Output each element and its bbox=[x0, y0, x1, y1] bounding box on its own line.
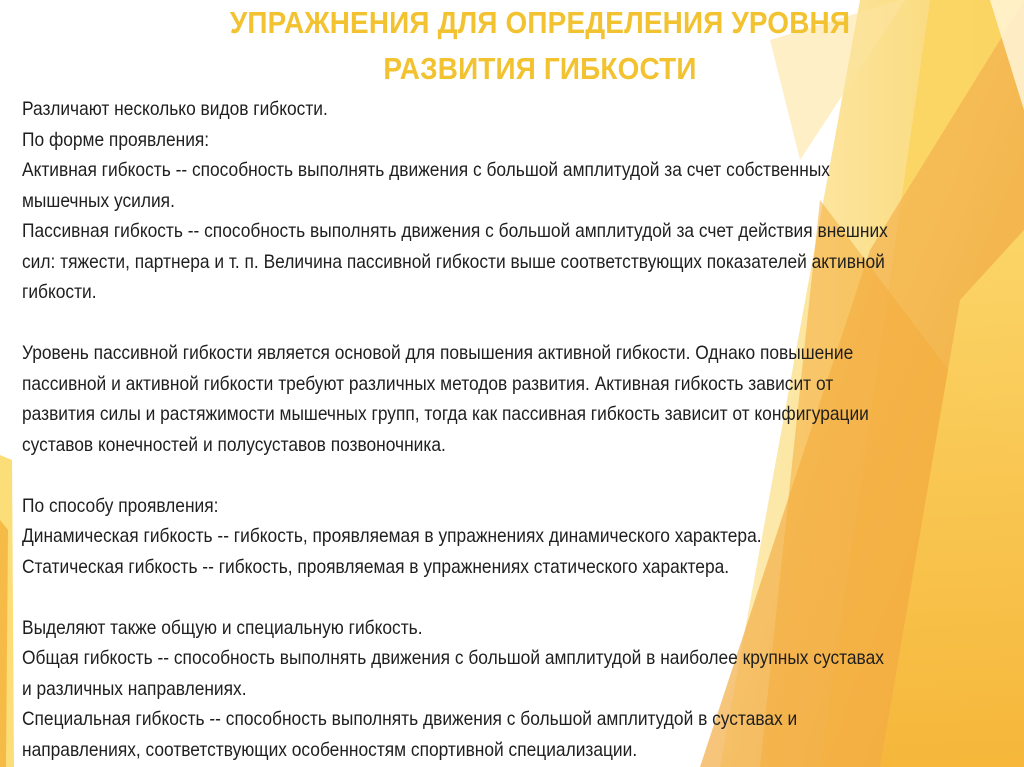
body-line: и различных направлениях. bbox=[22, 677, 247, 700]
paragraph-gap bbox=[22, 308, 965, 339]
paragraph-gap bbox=[22, 460, 965, 491]
body-line: суставов конечностей и полусуставов позвоночника. bbox=[22, 433, 446, 456]
body-line: развития силы и растяжимости мышечных групп, тогда как пассивная гибкость зависит от конфигурации bbox=[22, 403, 869, 425]
paragraph-gap bbox=[22, 582, 965, 613]
body-line: пассивной и активной гибкости требуют различных методов развития. Активная гибкость зависит от bbox=[22, 372, 834, 395]
body-line: мышечных усилия. bbox=[22, 189, 175, 212]
slide-body-text bbox=[22, 94, 965, 765]
body-line: Уровень пассивной гибкости является основой для повышения активной гибкости. Однако повышение bbox=[22, 342, 854, 364]
slide-title-line: УПРАЖНЕНИЯ ДЛЯ ОПРЕДЕЛЕНИЯ УРОВНЯ bbox=[229, 5, 851, 40]
slide-title-line: РАЗВИТИЯ ГИБКОСТИ bbox=[383, 51, 697, 86]
slide-title bbox=[162, 0, 918, 92]
body-line: Статическая гибкость -- гибкость, проявляемая в упражнениях статического характера. bbox=[22, 555, 730, 578]
body-line: сил: тяжести, партнера и т. п. Величина пассивной гибкости выше соответствующих показателей активной bbox=[22, 250, 885, 273]
body-line: направлениях, соответствующих особенностям спортивной специализации. bbox=[22, 738, 638, 761]
body-line: По форме проявления: bbox=[22, 128, 210, 151]
body-line: Различают несколько видов гибкости. bbox=[22, 98, 328, 120]
body-line: Активная гибкость -- способность выполнять движения с большой амплитудой за счет собственных bbox=[22, 159, 830, 181]
body-line: Пассивная гибкость -- способность выполнять движения с большой амплитудой за счет действия внешних bbox=[22, 220, 888, 242]
body-line: Общая гибкость -- способность выполнять движения с большой амплитудой в наиболее крупных суставах bbox=[22, 647, 884, 669]
body-line: гибкости. bbox=[22, 281, 97, 303]
body-line: Выделяют также общую и специальную гибкость. bbox=[22, 616, 423, 639]
body-line: По способу проявления: bbox=[22, 494, 219, 517]
body-line: Динамическая гибкость -- гибкость, проявляемая в упражнениях динамического характера. bbox=[22, 525, 762, 547]
body-line: Специальная гибкость -- способность выполнять движения с большой амплитудой в суставах и bbox=[22, 708, 798, 730]
